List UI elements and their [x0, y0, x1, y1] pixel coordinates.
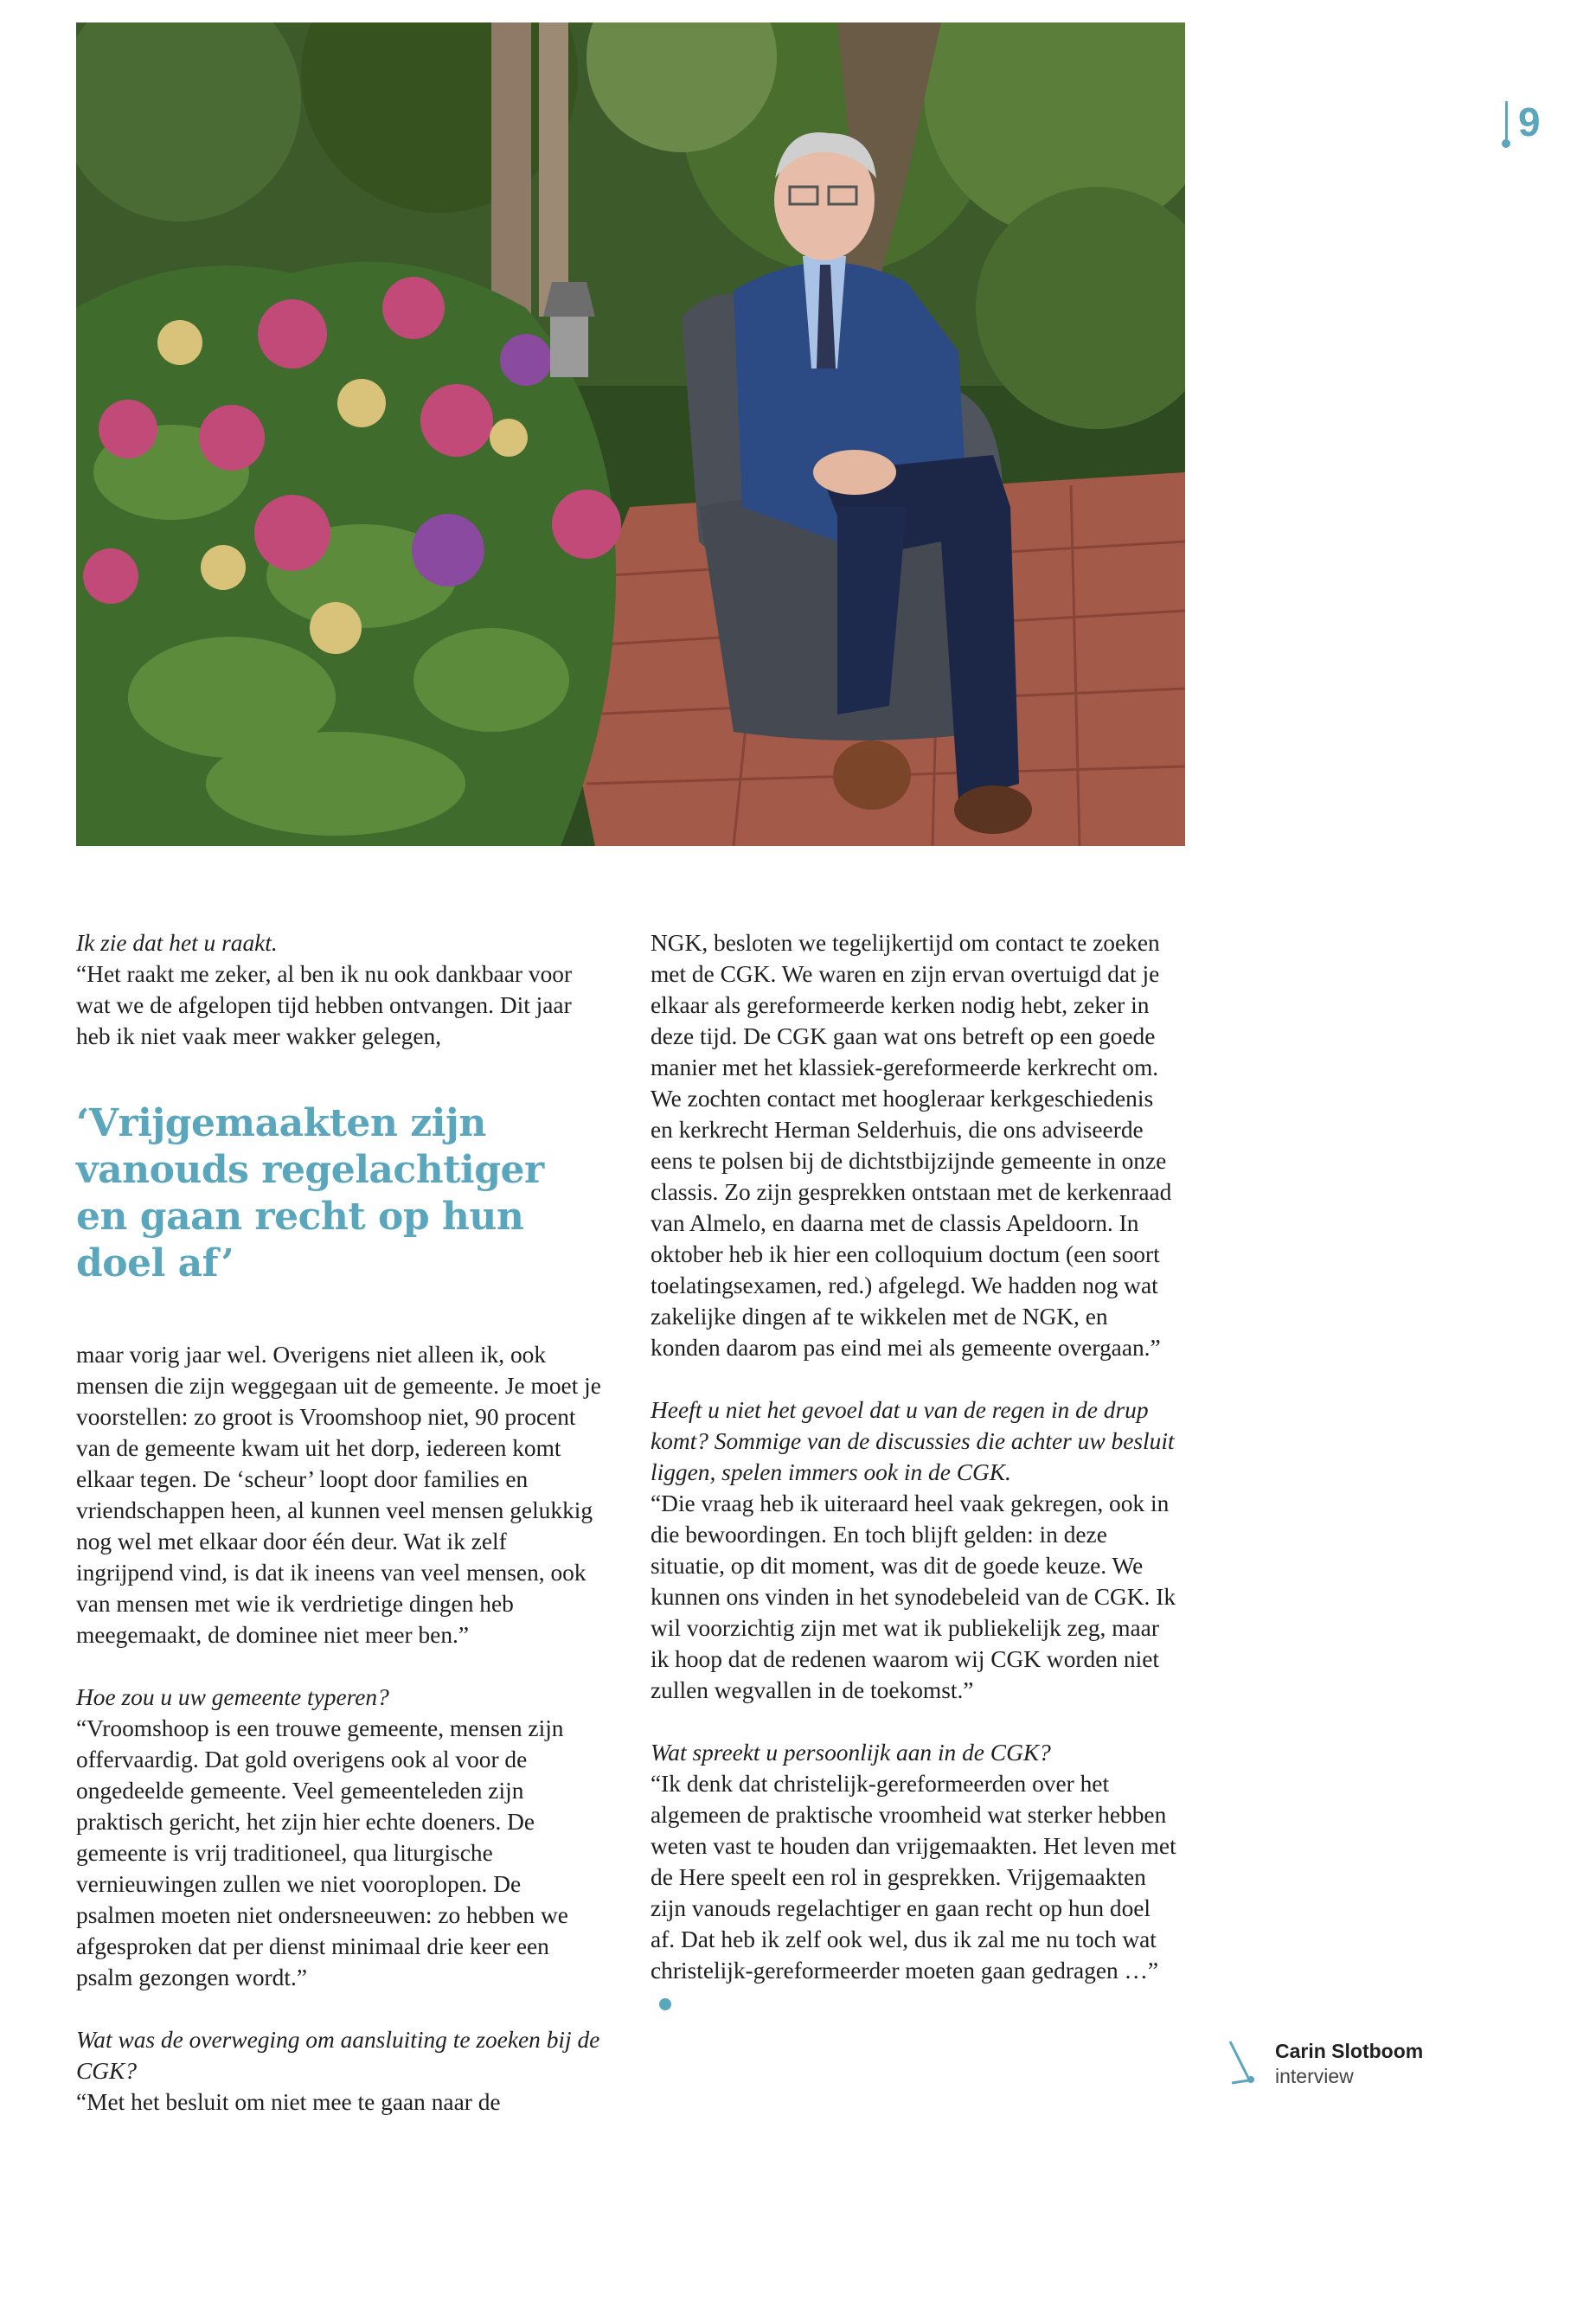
page-number-text: 9: [1518, 99, 1541, 144]
interview-question: Heeft u niet het gevoel dat u van de regen in de drup komt? Sommige van de discussies die achter uw besluit liggen, spelen immers ook in de CGK.: [651, 1397, 1175, 1485]
pull-quote-block: [76, 1100, 604, 1287]
answer-paragraph: maar vorig jaar wel. Overigens niet alleen ik, ook mensen die zijn weggegaan uit de gemeente. Je moet je voorstellen: zo groot is Vroomshoop niet, 90 procent van de gemeente kwam uit het dorp, iedereen komt elkaar tegen. De ‘scheur’ loopt door families en vriendschappen heen, al kunnen veel mensen gelukkig nog wel met elkaar door één deur. Wat ik zelf ingrijpend vind, is dat ik ineens van veel mensen, ook van mensen met wie ik verdrietige dingen heb meegemaakt, de dominee niet meer ben.”: [76, 1342, 601, 1648]
page-number: [1505, 97, 1541, 147]
answer-paragraph: [651, 1768, 1178, 2017]
author-byline: [1225, 2038, 1423, 2088]
answer-paragraph: “Vroomshoop is een trouwe gemeente, mensen zijn offervaardig. Dat gold overigens ook al voor de ongedeelde gemeente. Veel gemeenteleden zijn praktisch gericht, het zijn hier echte doeners. De gemeente is vrij traditioneel, qua liturgische vernieuwingen zullen we niet vooroplopen. De psalmen moeten niet ondersneeuwen: zo hebben we afgesproken dat per dienst minimaal drie keer een psalm gezongen wordt.”: [76, 1715, 568, 1990]
closing-answer-text: “Ik denk dat christelijk-gereformeerden over het algemeen de praktische vroomheid wat sterker hebben weten vast te houden dan vrijgemaakten. Het leven met de Here speelt een rol in gesprekken. Vrijgemaakten zijn vanouds regelachtiger en gaan recht op hun doel af. Dat heb ik zelf ook wel, dus ik zal me nu toch wat christelijk-gereformeerder moeten gaan gedragen …”: [651, 1771, 1176, 1984]
answer-paragraph: “Die vraag heb ik uiteraard heel vaak gekregen, ook in die bewoordingen. En toch blijft gelden: in deze situatie, op dit moment, was dit de goede keuze. We kunnen ons vinden in het synodebeleid van de CGK. Ik wil voorzichtig zijn met wat ik publiekelijk zeg, maar ik hoop dat de redenen waarom wij CGK worden niet zullen wegvallen in de toekomst.”: [651, 1490, 1176, 1703]
page-number-marker: [1505, 101, 1508, 143]
author-name: Carin Slotboom: [1275, 2040, 1424, 2062]
photo-illustration: [76, 22, 1185, 846]
interview-question: Wat was de overweging om aansluiting te zoeken bij de CGK?: [76, 2027, 600, 2084]
pull-quote: ‘Vrijgemaakten zijn vanouds regelachtiger en gaan recht op hun doel af’: [76, 1101, 544, 1285]
interview-question: Ik zie dat het u raakt.: [76, 930, 278, 956]
left-column: [76, 927, 604, 2118]
answer-paragraph: “Het raakt me zeker, al ben ik nu ook dankbaar voor wat we de afgelopen tijd hebben ontvangen. Dit jaar heb ik niet vaak meer wakker gelegen,: [76, 961, 573, 1049]
answer-paragraph: NGK, besloten we tegelijkertijd om contact te zoeken met de CGK. We waren en zijn ervan overtuigd dat je elkaar als gereformeerde kerken nodig hebt, zeker in deze tijd. De CGK gaan wat ons betreft op een goede manier met het klassiek-gereformeerde kerkrecht om. We zochten contact met hoogleraar kerkgeschiedenis en kerkrecht Herman Selderhuis, die ons adviseerde eens te polsen bij de dichtstbijzijnde gemeente in onze classis. Zo zijn gesprekken ontstaan met de kerkenraad van Almelo, en daarna met de classis Apeldoorn. In oktober heb ik hier een colloquium doctum (een soort toelatingsexamen, red.) afgelegd. We hadden nog wat zakelijke dingen af te wikkelen met de NGK, en konden daarom pas eind mei als gemeente overgaan.”: [651, 930, 1172, 1361]
interview-question: Wat spreekt u persoonlijk aan in de CGK?: [651, 1740, 1051, 1766]
portrait-photo: [76, 22, 1185, 846]
right-column: [651, 927, 1178, 2017]
answer-paragraph: “Met het besluit om niet mee te gaan naar de: [76, 2089, 501, 2115]
end-mark-icon: [659, 1998, 671, 2010]
pen-mark-icon: [1225, 2038, 1259, 2088]
author-role: interview: [1275, 2065, 1354, 2087]
interview-question: Hoe zou u uw gemeente typeren?: [76, 1684, 389, 1710]
